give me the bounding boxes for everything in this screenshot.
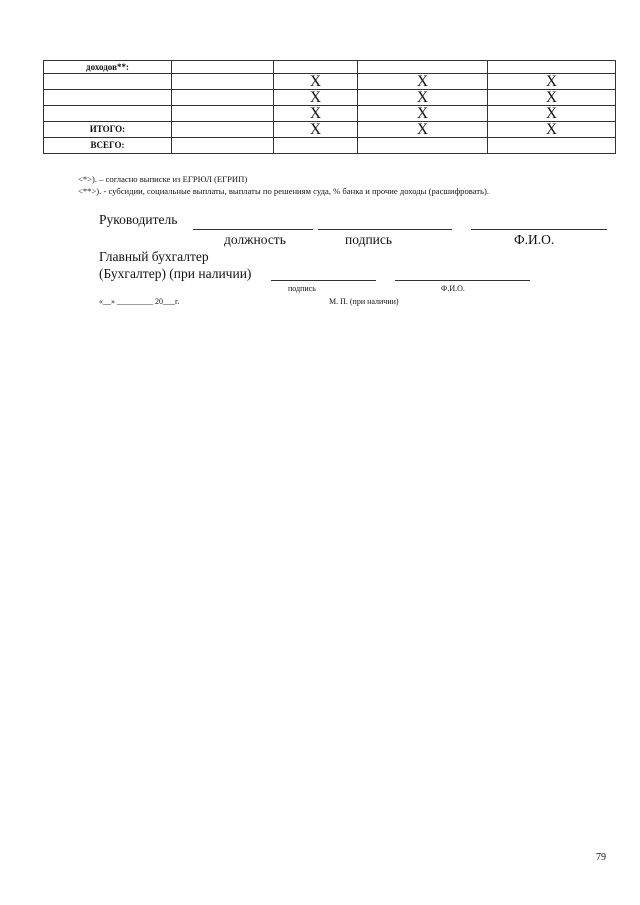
table-cell: X (358, 90, 488, 106)
name-line (471, 229, 607, 230)
chief-accountant-label: Главный бухгалтер (99, 249, 209, 264)
table-row (44, 106, 616, 122)
position-caption: должность (224, 232, 286, 247)
table-cell: X (358, 122, 488, 138)
table-row (44, 90, 616, 106)
signature-line (318, 229, 452, 230)
table-cell (172, 90, 274, 106)
row-label (44, 74, 172, 90)
accountant-label: (Бухгалтер) (при наличии) (99, 266, 252, 281)
row-label: ИТОГО: (44, 122, 172, 138)
table-cell (358, 138, 488, 154)
row-label: доходов**: (44, 61, 172, 74)
accountant-signature-line (271, 280, 376, 281)
table-cell (172, 122, 274, 138)
table-cell (358, 61, 488, 74)
table-cell: X (488, 90, 616, 106)
table-cell: X (274, 122, 358, 138)
table-cell (172, 61, 274, 74)
name-caption: Ф.И.О. (514, 232, 555, 247)
position-line (193, 229, 313, 230)
table-cell (274, 61, 358, 74)
table-cell: X (274, 90, 358, 106)
stamp-note: М. П. (при наличии) (329, 297, 399, 306)
row-label: ВСЕГО: (44, 138, 172, 154)
accountant-signature-caption: подпись (288, 284, 316, 293)
accountant-name-caption: Ф.И.О. (441, 284, 465, 293)
footnote-egrul: <*>). – согласно выписке из ЕГРЮЛ (ЕГРИП) (78, 174, 248, 184)
table-row (44, 74, 616, 90)
table-cell (274, 138, 358, 154)
table-cell: X (488, 122, 616, 138)
table-row (44, 61, 616, 74)
income-table (43, 60, 616, 154)
table-row (44, 138, 616, 154)
table-cell (172, 138, 274, 154)
accountant-name-line (395, 280, 530, 281)
table-cell: X (274, 106, 358, 122)
row-label (44, 106, 172, 122)
row-label (44, 90, 172, 106)
head-label: Руководитель (99, 212, 178, 227)
table-cell: X (488, 74, 616, 90)
table-cell (172, 106, 274, 122)
table-row (44, 122, 616, 138)
page-number: 79 (596, 852, 606, 863)
date-field: «__» _________ 20___г. (99, 297, 180, 306)
footnote-other-income: <**>). - субсидии, социальные выплаты, выплаты по решениям суда, % банка и прочие доходы (расшифровать). (78, 186, 489, 196)
table-cell (172, 74, 274, 90)
signature-caption: подпись (345, 232, 393, 247)
table-cell (488, 61, 616, 74)
table-cell: X (488, 106, 616, 122)
table-cell: X (358, 106, 488, 122)
table-cell: X (358, 74, 488, 90)
table-cell (488, 138, 616, 154)
table-cell: X (274, 74, 358, 90)
